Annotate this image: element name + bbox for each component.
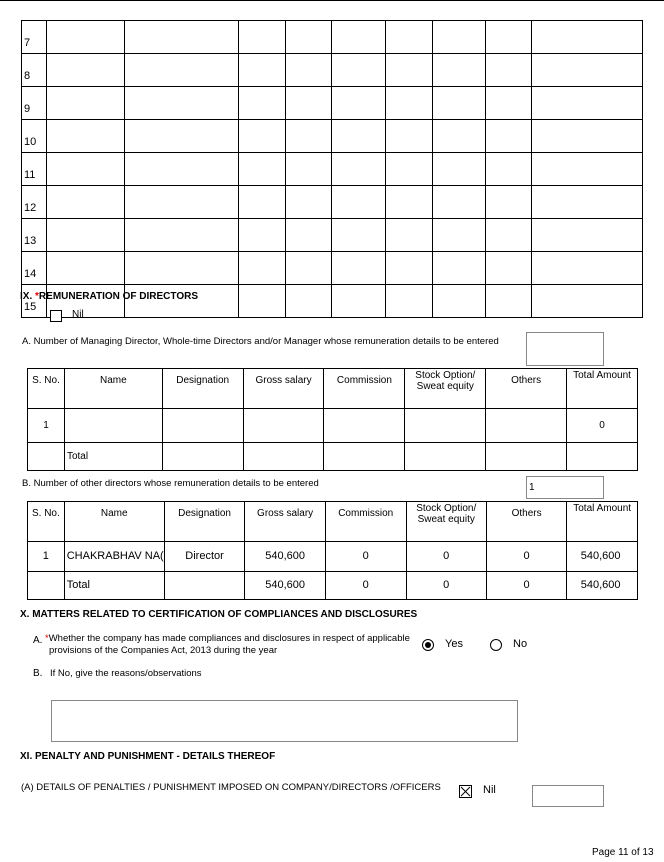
table-cell[interactable] — [386, 120, 433, 153]
table-cell[interactable] — [124, 186, 238, 219]
part-b-count-input[interactable]: 1 — [526, 476, 604, 499]
nil-checkbox[interactable] — [50, 310, 62, 322]
table-cell[interactable] — [532, 219, 643, 252]
row-number: 12 — [22, 186, 47, 219]
table-cell[interactable] — [433, 153, 486, 186]
no-label: No — [513, 638, 528, 650]
total-blank — [28, 443, 65, 471]
table-cell[interactable] — [124, 252, 238, 285]
table-row — [22, 153, 643, 186]
table-cell[interactable] — [532, 21, 643, 54]
table-cell[interactable] — [486, 252, 532, 285]
table-cell[interactable] — [238, 120, 285, 153]
table-cell[interactable] — [124, 219, 238, 252]
table-cell[interactable] — [532, 186, 643, 219]
required-mark: * — [45, 633, 49, 644]
table-cell[interactable] — [433, 252, 486, 285]
total-cell — [567, 443, 638, 471]
part-b-label: B. Number of other directors whose remuneration details to be entered — [22, 478, 319, 489]
cell-sno: 1 — [28, 409, 65, 443]
header-commission: Commission — [324, 369, 405, 409]
section-xi-title: XI. PENALTY AND PUNISHMENT - DETAILS THEREOF — [20, 751, 276, 762]
table-row — [22, 252, 643, 285]
penalties-nil-label: Nil — [483, 784, 496, 796]
table-cell[interactable] — [46, 186, 124, 219]
no-radio[interactable] — [490, 639, 502, 651]
table-cell[interactable] — [433, 285, 486, 318]
row-number: 9 — [22, 87, 47, 120]
header-designation: Designation — [164, 502, 245, 542]
header-others: Others — [486, 502, 566, 542]
table-cell[interactable] — [332, 153, 386, 186]
total-label: Total — [64, 443, 162, 471]
cell-others[interactable] — [486, 409, 567, 443]
cell-gross[interactable]: 540,600 — [245, 542, 325, 572]
table-cell[interactable] — [332, 252, 386, 285]
table-cell[interactable] — [46, 252, 124, 285]
yes-label: Yes — [445, 638, 463, 650]
total-blank — [28, 572, 65, 600]
table-cell[interactable] — [486, 186, 532, 219]
table-cell[interactable] — [386, 54, 433, 87]
table-cell[interactable] — [238, 87, 285, 120]
cell-name[interactable] — [64, 409, 162, 443]
prior-table — [21, 20, 643, 318]
table-cell[interactable] — [433, 87, 486, 120]
table-cell[interactable] — [124, 153, 238, 186]
table-cell[interactable] — [285, 153, 332, 186]
table-row — [22, 87, 643, 120]
table-cell[interactable] — [532, 153, 643, 186]
total-row — [28, 443, 638, 471]
table-row — [22, 186, 643, 219]
table-cell[interactable] — [285, 285, 332, 318]
table-cell[interactable] — [486, 21, 532, 54]
table-cell[interactable] — [486, 54, 532, 87]
table-a-header-row — [28, 369, 638, 409]
header-sno: S. No. — [28, 369, 65, 409]
table-cell[interactable] — [332, 186, 386, 219]
table-cell[interactable] — [285, 252, 332, 285]
table-row — [22, 54, 643, 87]
header-stock-option: Stock Option/ Sweat equity — [405, 369, 486, 409]
cell-name[interactable]: CHAKRABHAV NA( — [64, 542, 164, 572]
table-cell[interactable] — [486, 153, 532, 186]
cell-others[interactable]: 0 — [486, 542, 566, 572]
table-cell[interactable] — [332, 21, 386, 54]
cell-total: 0 — [567, 409, 638, 443]
cell-gross[interactable] — [243, 409, 324, 443]
table-cell[interactable] — [532, 120, 643, 153]
section-x-title: X. MATTERS RELATED TO CERTIFICATION OF COMPLIANCES AND DISCLOSURES — [20, 609, 418, 620]
table-cell[interactable] — [238, 186, 285, 219]
table-cell[interactable] — [386, 219, 433, 252]
row-number: 14 — [22, 252, 47, 285]
penalties-count-input[interactable] — [532, 785, 604, 807]
row-number: 15 — [22, 285, 47, 318]
table-cell[interactable] — [238, 285, 285, 318]
table-cell[interactable] — [285, 120, 332, 153]
table-cell[interactable] — [332, 120, 386, 153]
table-cell[interactable] — [532, 54, 643, 87]
header-commission: Commission — [325, 502, 406, 542]
total-amount: 540,600 — [567, 572, 638, 600]
total-label: Total — [64, 572, 164, 600]
penalties-nil-checkbox[interactable] — [459, 785, 472, 798]
table-row — [28, 542, 638, 572]
table-cell[interactable] — [433, 21, 486, 54]
table-cell[interactable] — [486, 219, 532, 252]
table-cell[interactable] — [386, 87, 433, 120]
checkmark-x-icon — [460, 786, 471, 797]
remuneration-table-a — [27, 368, 638, 471]
table-row — [22, 120, 643, 153]
table-cell[interactable] — [332, 54, 386, 87]
table-cell[interactable] — [433, 219, 486, 252]
total-cell — [243, 443, 324, 471]
table-cell[interactable] — [433, 120, 486, 153]
header-stock-option: Stock Option/ Sweat equity — [406, 502, 486, 542]
cell-designation[interactable]: Director — [164, 542, 245, 572]
table-cell[interactable] — [285, 21, 332, 54]
header-name: Name — [64, 369, 162, 409]
cell-designation[interactable] — [162, 409, 243, 443]
cell-commission[interactable]: 0 — [325, 542, 406, 572]
cell-stock[interactable]: 0 — [406, 542, 486, 572]
penalties-label: (A) DETAILS OF PENALTIES / PUNISHMENT IMPOSED ON COMPANY/DIRECTORS /OFFICERS — [21, 782, 441, 793]
row-number: 11 — [22, 153, 47, 186]
page-number: Page 11 of 13 — [592, 847, 654, 858]
cell-commission[interactable] — [324, 409, 405, 443]
table-cell[interactable] — [532, 87, 643, 120]
table-row — [22, 219, 643, 252]
section-ix-title: IX. *REMUNERATION OF DIRECTORS — [20, 291, 198, 302]
table-cell[interactable] — [238, 153, 285, 186]
table-cell[interactable] — [238, 21, 285, 54]
table-cell[interactable] — [46, 54, 124, 87]
total-cell — [486, 443, 567, 471]
yes-radio[interactable] — [422, 639, 434, 651]
header-name: Name — [64, 502, 164, 542]
total-cell — [405, 443, 486, 471]
table-cell[interactable] — [386, 186, 433, 219]
table-cell[interactable] — [386, 285, 433, 318]
table-cell[interactable] — [486, 87, 532, 120]
header-total-amount: Total Amount — [567, 502, 638, 542]
table-cell[interactable] — [332, 87, 386, 120]
table-cell[interactable] — [124, 120, 238, 153]
table-row — [22, 21, 643, 54]
total-commission: 0 — [325, 572, 406, 600]
part-a-count-input[interactable] — [526, 332, 604, 366]
table-cell[interactable] — [532, 252, 643, 285]
table-cell[interactable] — [285, 219, 332, 252]
row-number: 8 — [22, 54, 47, 87]
question-b-prefix: B. — [33, 668, 43, 679]
header-total-amount: Total Amount — [567, 369, 638, 409]
table-row — [28, 409, 638, 443]
part-a-label: A. Number of Managing Director, Whole-time Directors and/or Manager whose remuneration details to be entered — [22, 336, 499, 347]
table-cell[interactable] — [332, 285, 386, 318]
table-cell[interactable] — [285, 186, 332, 219]
table-cell[interactable] — [238, 54, 285, 87]
total-cell — [324, 443, 405, 471]
row-number: 13 — [22, 219, 47, 252]
table-cell[interactable] — [532, 285, 643, 318]
table-cell[interactable] — [124, 54, 238, 87]
question-a-text-line2: provisions of the Companies Act, 2013 during the year — [49, 645, 278, 656]
header-others: Others — [486, 369, 567, 409]
nil-label: Nil — [72, 309, 84, 320]
reasons-textarea[interactable] — [51, 700, 518, 742]
header-gross-salary: Gross salary — [243, 369, 324, 409]
total-cell — [164, 572, 245, 600]
table-cell[interactable] — [486, 120, 532, 153]
row-number: 10 — [22, 120, 47, 153]
required-mark: * — [35, 291, 39, 302]
header-designation: Designation — [162, 369, 243, 409]
cell-total: 540,600 — [567, 542, 638, 572]
total-stock: 0 — [406, 572, 486, 600]
table-cell[interactable] — [285, 54, 332, 87]
total-row — [28, 572, 638, 600]
total-cell — [162, 443, 243, 471]
table-cell[interactable] — [46, 21, 124, 54]
question-a-text: *Whether the company has made compliances and disclosures in respect of applicable — [45, 633, 410, 644]
table-cell[interactable] — [332, 219, 386, 252]
question-a-prefix: A. — [33, 635, 43, 646]
table-cell[interactable] — [124, 21, 238, 54]
table-cell[interactable] — [46, 219, 124, 252]
cell-sno: 1 — [28, 542, 65, 572]
table-cell[interactable] — [433, 186, 486, 219]
table-b-header-row — [28, 502, 638, 542]
table-cell[interactable] — [46, 120, 124, 153]
table-cell[interactable] — [433, 54, 486, 87]
table-cell[interactable] — [238, 219, 285, 252]
table-cell[interactable] — [386, 21, 433, 54]
header-sno: S. No. — [28, 502, 65, 542]
table-cell[interactable] — [46, 87, 124, 120]
question-b-label: If No, give the reasons/observations — [50, 668, 202, 679]
table-cell[interactable] — [238, 252, 285, 285]
remuneration-table-b — [27, 501, 638, 600]
header-gross-salary: Gross salary — [245, 502, 325, 542]
table-cell[interactable] — [386, 252, 433, 285]
row-number: 7 — [22, 21, 47, 54]
table-cell[interactable] — [285, 87, 332, 120]
top-rule — [0, 0, 664, 1]
total-others: 0 — [486, 572, 566, 600]
table-cell[interactable] — [486, 285, 532, 318]
table-cell[interactable] — [386, 153, 433, 186]
total-gross: 540,600 — [245, 572, 325, 600]
cell-stock[interactable] — [405, 409, 486, 443]
table-cell[interactable] — [124, 87, 238, 120]
table-cell[interactable] — [46, 153, 124, 186]
